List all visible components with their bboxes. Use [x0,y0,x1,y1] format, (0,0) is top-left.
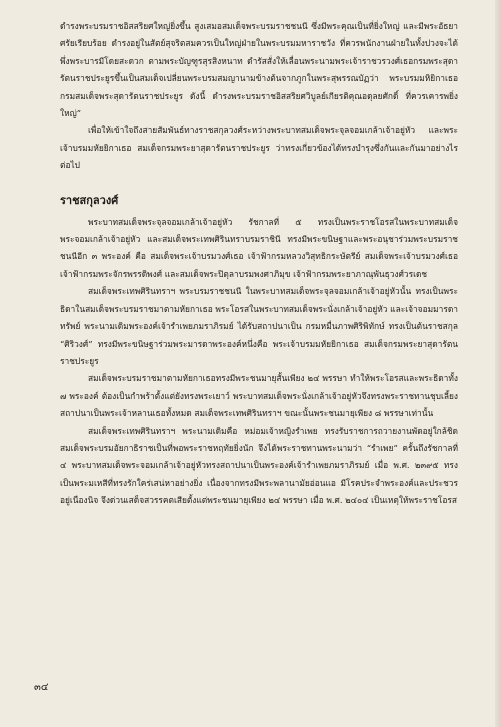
section-gap [60,175,458,192]
paragraph-intro-continued: ดำรงพระบรมราชอิสสริยศใหญ่ยิ่งขึ้น สูงเสมอสมเด็จพระบรมราชชนนี ซึ่งมีพระคุณเป็นที่ยิ่งใหญ่ และมีพระอัธยาศรัยเรียบร้อย ดำรงอยู่ในสัตย์สุจริตสมควรเป็นใหญ่ฝ่ายในพระบรมมหาราชวัง ที่ควรพนักงานฝ่ายในทั้งปวงจะได้พึ่งพระบารมีโดยสะดวก ตามพระบัญฑูรสุรสิงหนาท ดำรัสสั่งให้เลื่อนพระนามพระเจ้าราชวรวงศ์เธอกรมพระสุดารัตนราชประยูรขึ้นเป็นสมเด็จเปลี่ยนพระบรมสมญานามข้างต้นจากภูกในพระสุพรรณบัฏว่า พระบรมมหิยิกาเธอ กรมสมเด็จพระสุดารัตนราชประยูร ดังนี้ ดำรงพระบรมราชอิสสริยศวิบูลย์เกียรติคุณอดุลยศักดิ์ ที่ควรเคารพยิ่งใหญ่” [60,21,458,119]
page-number: ๓๔ [34,682,49,693]
paragraph-queen-mother: สมเด็จพระเทพศิรินทราฯ พระบรมราชชนนี ในพระบาทสมเด็จพระจุลจอมเกล้าเจ้าอยู่หัวนั้น ทรงเป็นพระธิดาในสมเด็จพระบรมราชมาตามหัยกาเธอ พระโอรสในพระบาทสมเด็จพระนั่งเกล้าเจ้าอยู่หัว และเจ้าจอมมารดาทรัพย์ พระนามเดิมพระองค์เจ้ารำเพยภมราภิรมย์ ได้รับสถาปนาเป็น กรมหมื่นภาพศิริพิทักษ์ ทรงเป็นต้นราชสกุล “ศิริวงศ์” ทรงมีพระขนิษฐาร่วมพระมารดาพระองค์หนึ่งคือ พระเจ้าบรมมหัยยิกาเธอ สมเด็จกรมพระยาสุดารัตนราชประยูร [60,286,458,366]
paragraph-king-lineage: พระบาทสมเด็จพระจุลจอมเกล้าเจ้าอยู่หัว รัชกาลที่ ๕ ทรงเป็นพระราชโอรสในพระบาทสมเด็จพระจอมเกล้าเจ้าอยู่หัว และสมเด็จพระเทพศิรินทราบรมราชินี ทรงมีพระขนิษฐาและพระอนุชาร่วมพระบรมราชชนนีอีก ๓ พระองค์ คือ สมเด็จพระเจ้าบรมวงศ์เธอ เจ้าฟ้ากรมหลวงวิสุทธิกระษัตรีย์ สมเด็จพระเจ้าบรมวงศ์เธอ เจ้าฟ้ากรมพระจักรพรรดิพงศ์ และสมเด็จพระปิตุลาบรมพงศาภิมุข เจ้าฟ้ากรมพระยาภาณุพันธุวงศ์วรเดช [60,216,458,279]
paper-edge [495,0,501,727]
paragraph-relationship: เพื่อให้เข้าใจถึงสายสัมพันธ์ทางราชสกุลวงศ์ระหว่างพระบาทสมเด็จพระจุลจอมเกล้าเจ้าอยู่หัว และพระเจ้าบรมมหัยยิกาเธอ สมเด็จกรมพระยาสุดารัตนราชประยูร ว่าทรงเกี่ยวข้องได้ทรงบำรุงซึ่งกันและกันมาอย่างไรต่อไป [60,125,458,171]
paragraph-orphaned: สมเด็จพระบรมราชมาตามหัยกาเธอทรงมีพระชนมายุสั้นเพียง ๒๔ พรรษา ทำให้พระโอรสและพระธิดาทั้ง ๗ พระองค์ ต้องเป็นกำพร้าตั้งแต่ยังทรงพระเยาว์ พระบาทสมเด็จพระนั่งเกล้าเจ้าอยู่หัวจึงทรงพระราชทานชุบเลี้ยงสถาปนาเป็นพระเจ้าหลานเธอทั้งหมด สมเด็จพระเทพศิรินทราฯ ขณะนั้นพระชนมายุเพียง ๘ พรรษาเท่านั้น [60,373,458,419]
section-heading: ราชสกุลวงศ์ [60,193,119,207]
paragraph-rampoei: สมเด็จพระเทพศิรินทราฯ พระนามเดิมคือ หม่อมเจ้าหญิงรำเพย ทรงรับราชการถวายงานพัดอยู่ใกล้ชิดสมเด็จพระบรมอัยกาธิราชเป็นที่พอพระราชหฤทัยยิ่งนัก จึงได้พระราชทานพระนามว่า “รำเพย” ครั้นถึงรัชกาลที่ ๔ พระบาทสมเด็จพระจอมเกล้าเจ้าอยู่หัวทรงสถาปนาเป็นพระองค์เจ้ารำเพยภมราภิรมย์ เมื่อ พ.ศ. ๒๓๙๕ ทรงเป็นพระมเหสีที่ทรงรักใคร่เสน่หาอย่างยิ่ง เนื่องจากทรงมีพระพลานามัยอ่อนแอ มีโรคประจำพระองค์และประชวรอยู่เนืองนิจ จึงด่วนเสด็จสวรรคตเสียตั้งแต่พระชนมายุเพียง ๒๔ พรรษา เมื่อ พ.ศ. ๒๔๐๔ เป็นเหตุให้พระราชโอรส [60,425,458,506]
page-content [60,18,458,510]
